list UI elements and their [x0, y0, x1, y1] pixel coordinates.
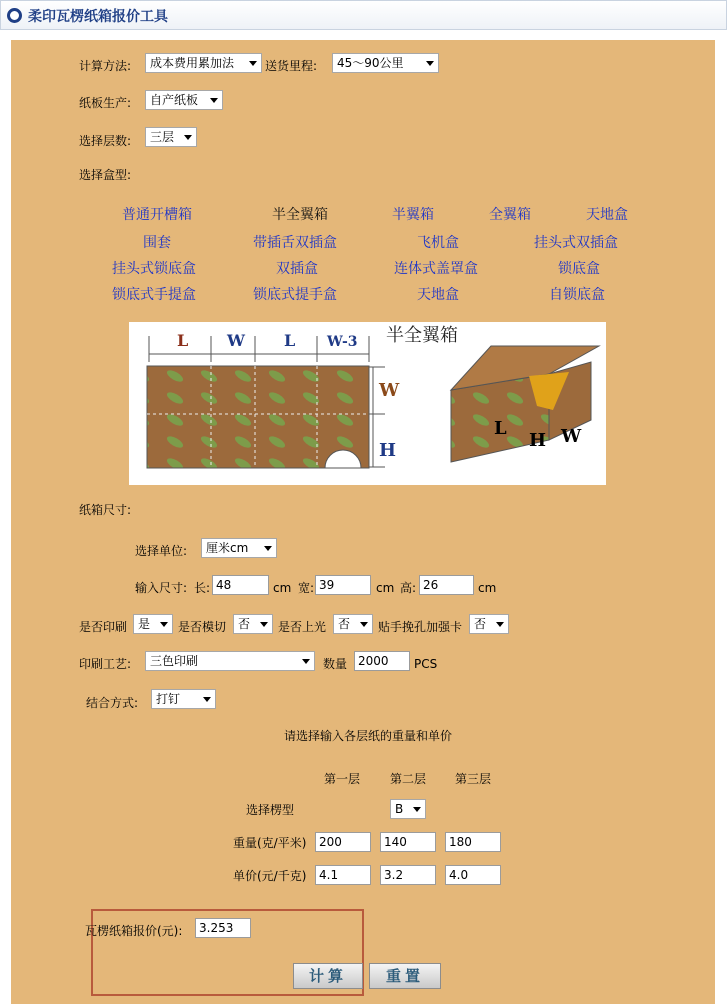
quantity-unit: PCS — [414, 657, 438, 671]
length-input[interactable]: 48 — [212, 575, 269, 595]
layer-col-2: 第二层 — [390, 772, 427, 786]
price-input-1[interactable]: 4.1 — [315, 865, 371, 885]
box-diagram — [129, 322, 606, 485]
print-craft-select[interactable]: 三色印刷 — [145, 651, 315, 671]
calc-method-select[interactable]: 成本费用累加法 — [145, 53, 262, 73]
dim-l2: L — [284, 331, 296, 350]
layers-select[interactable]: 三层 — [145, 127, 197, 147]
box-type-link[interactable]: 挂头式锁底盒 — [112, 261, 196, 277]
quote-form-panel — [11, 40, 715, 1004]
calculate-button[interactable]: 计算 — [293, 963, 363, 989]
dim-w3: W-3 — [327, 334, 358, 350]
cm-unit: cm — [273, 581, 292, 595]
width-input[interactable]: 39 — [315, 575, 371, 595]
box-type-link[interactable]: 围套 — [143, 235, 171, 251]
joining-select[interactable]: 打钉 — [151, 689, 216, 709]
box-size-label: 纸箱尺寸: — [79, 503, 132, 517]
box-type-label: 选择盒型: — [79, 168, 132, 182]
chevron-down-icon — [249, 61, 257, 66]
layer-section-heading: 请选择输入各层纸的重量和单价 — [284, 729, 453, 743]
weight-input-2[interactable]: 140 — [380, 832, 436, 852]
board-label: 纸板生产: — [79, 96, 132, 110]
quantity-label: 数量 — [323, 657, 348, 671]
box-type-link[interactable]: 自锁底盒 — [549, 287, 605, 303]
chevron-down-icon — [184, 135, 192, 140]
joining-label: 结合方式: — [86, 696, 139, 710]
dim-side-w: W — [379, 380, 400, 401]
calc-method-label: 计算方法: — [79, 59, 132, 73]
box-type-link-selected[interactable]: 半全翼箱 — [272, 207, 328, 223]
weight-input-1[interactable]: 200 — [315, 832, 371, 852]
chevron-down-icon — [264, 546, 272, 551]
chevron-down-icon — [360, 622, 368, 627]
cm-unit: cm — [478, 581, 497, 595]
box-type-link[interactable]: 挂头式双插盒 — [534, 235, 618, 251]
cm-unit: cm — [376, 581, 395, 595]
chevron-down-icon — [203, 697, 211, 702]
box-type-link[interactable]: 全翼箱 — [489, 207, 531, 223]
dim-w1: W — [227, 331, 245, 350]
unit-select[interactable]: 厘米cm — [201, 538, 277, 558]
result-label: 瓦楞纸箱报价(元): — [85, 924, 183, 938]
circle-bullet-icon — [7, 8, 22, 23]
box-dim-h: H — [529, 430, 547, 451]
layers-label: 选择层数: — [79, 134, 132, 148]
box-type-link[interactable]: 连体式盖罩盒 — [394, 261, 478, 277]
print-select[interactable]: 是 — [133, 614, 173, 634]
weight-label: 重量(克/平米) — [233, 836, 307, 850]
box-type-link[interactable]: 锁底盒 — [558, 261, 600, 277]
chevron-down-icon — [413, 807, 421, 812]
box-type-link[interactable]: 带插舌双插盒 — [253, 235, 337, 251]
result-field[interactable]: 3.253 — [195, 918, 251, 938]
dim-side-h: H — [379, 440, 397, 461]
box-type-link[interactable]: 天地盒 — [417, 287, 459, 303]
title-bar — [0, 0, 727, 30]
box-type-link[interactable]: 半翼箱 — [392, 207, 434, 223]
price-label: 单价(元/千克) — [233, 869, 307, 883]
chevron-down-icon — [160, 622, 168, 627]
quantity-input[interactable]: 2000 — [354, 651, 410, 671]
page-title: 柔印瓦楞纸箱报价工具 — [28, 9, 168, 25]
box-type-link[interactable]: 双插盒 — [276, 261, 318, 277]
height-label: 高: — [400, 581, 417, 595]
handle-card-label: 贴手挽孔加强卡 — [378, 620, 463, 634]
price-input-2[interactable]: 3.2 — [380, 865, 436, 885]
box-type-link[interactable]: 锁底式手提盒 — [112, 287, 196, 303]
box-type-link[interactable]: 飞机盒 — [417, 235, 459, 251]
box-type-link[interactable]: 锁底式提手盒 — [253, 287, 337, 303]
chevron-down-icon — [302, 659, 310, 664]
layer-col-1: 第一层 — [324, 772, 361, 786]
flute-select[interactable]: B — [390, 799, 426, 819]
box-dim-l: L — [494, 418, 507, 439]
price-input-3[interactable]: 4.0 — [445, 865, 501, 885]
die-cut-select[interactable]: 否 — [233, 614, 273, 634]
chevron-down-icon — [210, 98, 218, 103]
dim-l1: L — [177, 331, 189, 350]
handle-card-select[interactable]: 否 — [469, 614, 509, 634]
flute-label: 选择楞型 — [246, 803, 295, 817]
box-dim-w: W — [561, 426, 582, 447]
chevron-down-icon — [426, 61, 434, 66]
reset-button[interactable]: 重置 — [369, 963, 441, 989]
box-type-link[interactable]: 普通开槽箱 — [122, 207, 192, 223]
layer-col-3: 第三层 — [455, 772, 492, 786]
height-input[interactable]: 26 — [419, 575, 474, 595]
width-label: 宽: — [298, 581, 315, 595]
distance-label: 送货里程: — [265, 59, 318, 73]
print-craft-label: 印刷工艺: — [79, 657, 132, 671]
print-label: 是否印刷 — [79, 620, 128, 634]
unit-label: 选择单位: — [135, 544, 188, 558]
gloss-label: 是否上光 — [278, 620, 327, 634]
box-type-link[interactable]: 天地盒 — [586, 207, 628, 223]
chevron-down-icon — [496, 622, 504, 627]
weight-input-3[interactable]: 180 — [445, 832, 501, 852]
board-select[interactable]: 自产纸板 — [145, 90, 223, 110]
diagram-title: 半全翼箱 — [386, 325, 458, 346]
gloss-select[interactable]: 否 — [333, 614, 373, 634]
chevron-down-icon — [260, 622, 268, 627]
distance-select[interactable]: 45～90公里 — [332, 53, 439, 73]
length-label: 长: — [194, 581, 211, 595]
input-size-label: 输入尺寸: — [135, 581, 188, 595]
die-cut-label: 是否模切 — [178, 620, 227, 634]
box-diagram-svg — [129, 322, 606, 485]
